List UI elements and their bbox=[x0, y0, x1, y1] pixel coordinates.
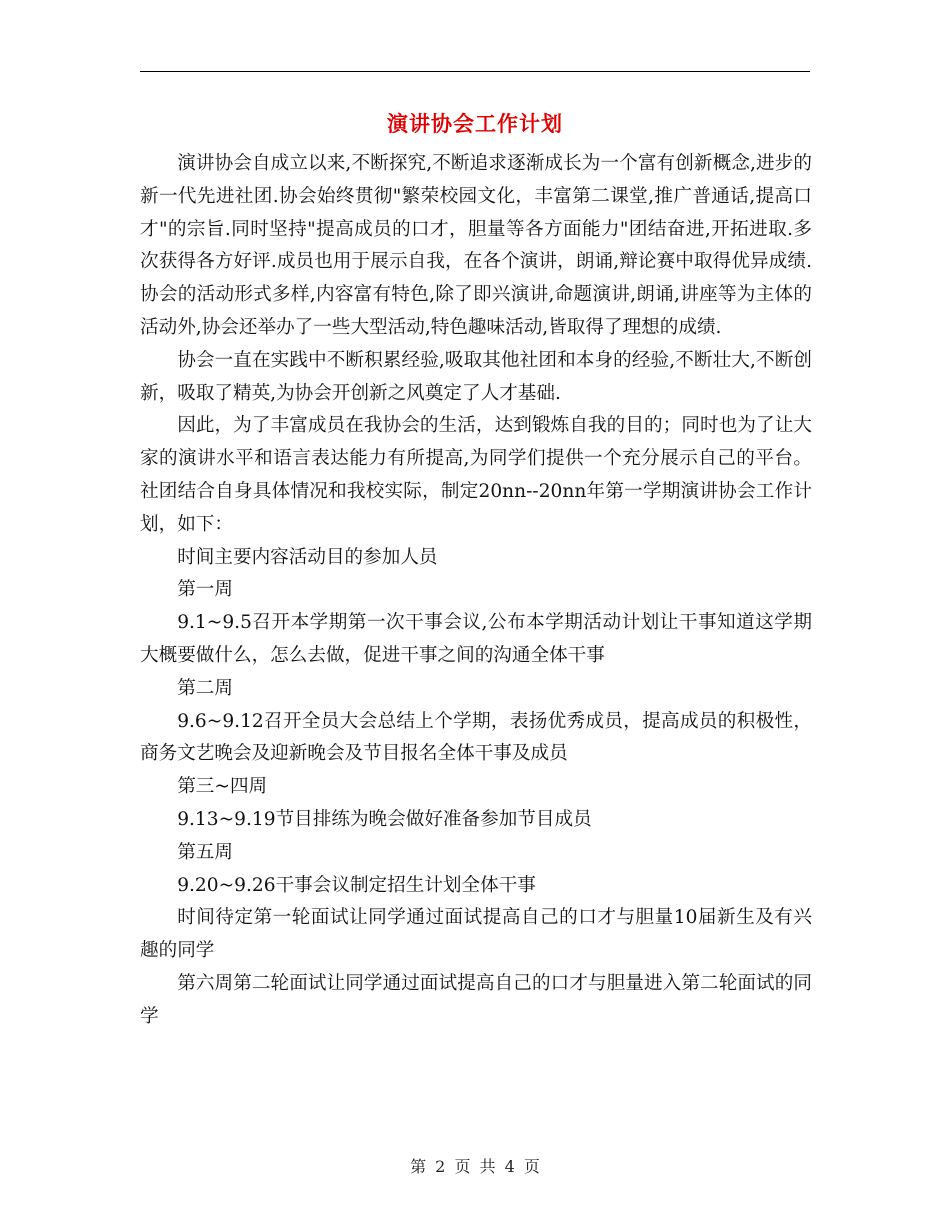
experience-paragraph: 协会一直在实践中不断积累经验,吸取其他社团和本身的经验,不断壮大,不断创新，吸取了精英,为协会开创新之风奠定了人才基础. bbox=[140, 349, 812, 404]
first-interview-entry: 时间待定第一轮面试让同学通过面试提高自己的口才与胆量10届新生及有兴趣的同学 bbox=[140, 907, 812, 962]
week-6-entry: 第六周第二轮面试让同学通过面试提高自己的口才与胆量进入第二轮面试的同学 bbox=[140, 972, 812, 1027]
page-number: 第 2 页 共 4 页 bbox=[410, 1157, 540, 1176]
purpose-paragraph: 因此，为了丰富成员在我协会的生活，达到锻炼自我的目的；同时也为了让大家的演讲水平和语言表达能力有所提高,为同学们提供一个充分展示自己的平台。社团结合自身具体情况和我校实际，制定20nn--20nn年第一学期演讲协会工作计划，如下： bbox=[140, 415, 812, 535]
document-body bbox=[140, 148, 812, 1034]
week-1-label: 第一周 bbox=[177, 579, 233, 601]
week-1-entry: 9.1~9.5召开本学期第一次干事会议,公布本学期活动计划让干事知道这学期大概要做什么，怎么去做，促进干事之间的沟通全体干事 bbox=[140, 612, 812, 666]
week-3-4-entry: 9.13~9.19节目排练为晚会做好准备参加节目成员 bbox=[177, 808, 592, 830]
schedule-header: 时间主要内容活动目的参加人员 bbox=[177, 546, 438, 568]
document-title: 演讲协会工作计划 bbox=[387, 111, 563, 136]
week-2-label: 第二周 bbox=[177, 677, 233, 699]
week-2-entry: 9.6~9.12召开全员大会总结上个学期，表扬优秀成员，提高成员的积极性，商务文艺晚会及迎新晚会及节目报名全体干事及成员 bbox=[140, 710, 812, 765]
week-5-entry: 9.20~9.26干事会议制定招生计划全体干事 bbox=[177, 874, 536, 896]
intro-paragraph: 演讲协会自成立以来,不断探究,不断追求逐渐成长为一个富有创新概念,进步的新一代先进社团.协会始终贯彻"繁荣校园文化，丰富第二课堂,推广普通话,提高口才"的宗旨.同时坚持"提高成员的口才，胆量等各方面能力"团结奋进,开拓进取.多次获得各方好评.成员也用于展示自我，在各个演讲，朗诵,辩论赛中取得优异成绩.协会的活动形式多样,内容富有特色,除了即兴演讲,命题演讲,朗诵,讲座等为主体的活动外,协会还举办了一些大型活动,特色趣味活动,皆取得了理想的成绩. bbox=[140, 153, 812, 338]
header-rule bbox=[140, 71, 810, 72]
week-3-4-label: 第三~四周 bbox=[177, 776, 268, 798]
week-5-label: 第五周 bbox=[177, 841, 233, 863]
